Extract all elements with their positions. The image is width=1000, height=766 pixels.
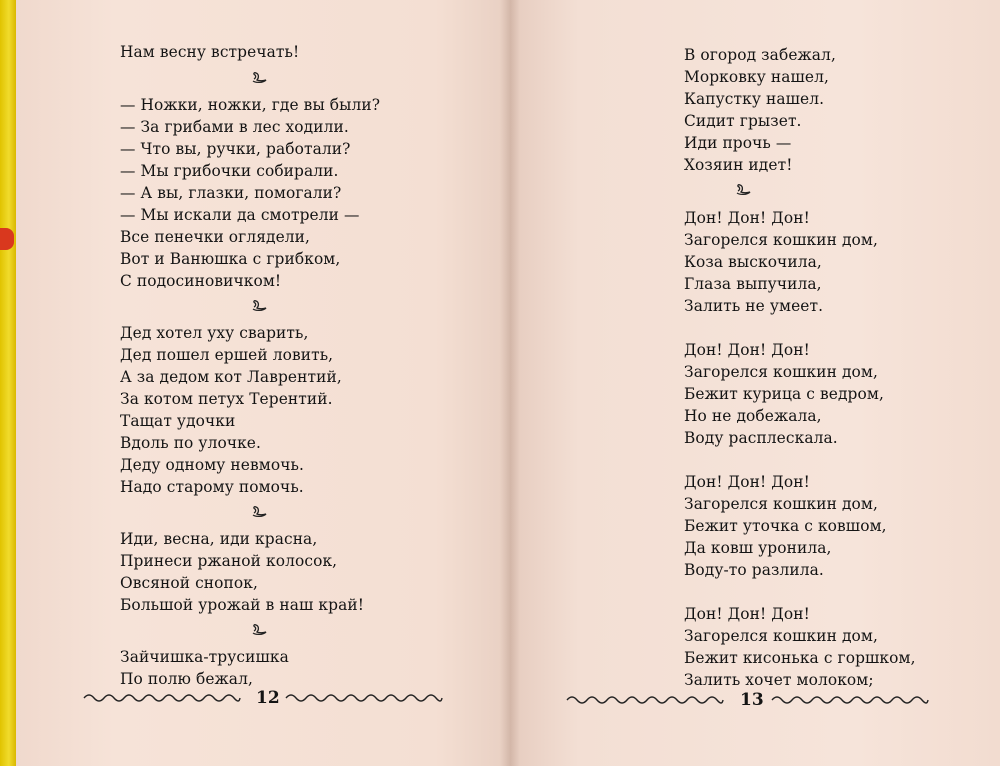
poem-line: Тащат удочки (120, 412, 236, 430)
poem-line: Коза выскочила, (684, 253, 822, 271)
poem-line: — За грибами в лес ходили. (120, 118, 349, 136)
book-cover-edge (0, 0, 16, 766)
swan-ornament-icon (250, 622, 268, 636)
poem-line: А за дедом кот Лаврентий, (120, 368, 342, 386)
poem-line: Бежит уточка с ковшом, (684, 517, 887, 535)
poem-line: В огород забежал, (684, 46, 836, 64)
poem-line: Загорелся кошкин дом, (684, 627, 878, 645)
poem-line: Загорелся кошкин дом, (684, 363, 878, 381)
poem-line: — Мы искали да смотрели — (120, 206, 360, 224)
swan-ornament-icon (250, 70, 268, 84)
poem-line: Надо старому помочь. (120, 478, 304, 496)
poem-line: Зайчишка-трусишка (120, 648, 289, 666)
poem-line: Нам весну встречать! (120, 43, 300, 61)
poem-line: — А вы, глазки, помогали? (120, 184, 342, 202)
swan-ornament-icon (734, 182, 752, 196)
poem-line: Дон! Дон! Дон! (684, 473, 810, 491)
poem-line: Хозяин идет! (684, 156, 793, 174)
poem-line: — Мы грибочки собирали. (120, 162, 339, 180)
poem-line: Морковку нашел, (684, 68, 830, 86)
swan-ornament-icon (250, 504, 268, 518)
poem-line: Принеси ржаной колосок, (120, 552, 338, 570)
poem-line: Иди прочь — (684, 134, 792, 152)
poem-line: Да ковш уронила, (684, 539, 832, 557)
poem-line: С подосиновичком! (120, 272, 282, 290)
poem-line: — Что вы, ручки, работали? (120, 140, 351, 158)
poem-line: Вдоль по улочке. (120, 434, 262, 452)
poem-line: Воду-то разлила. (684, 561, 824, 579)
swan-ornament-icon (250, 298, 268, 312)
poem-line: Дед хотел уху сварить, (120, 324, 309, 342)
poem-line: За котом петух Терентий. (120, 390, 333, 408)
poem-line: Дон! Дон! Дон! (684, 209, 810, 227)
poem-line: Дед пошел ершей ловить, (120, 346, 334, 364)
scroll-border-icon (284, 691, 452, 705)
poem-line: Иди, весна, иди красна, (120, 530, 318, 548)
poem-line: Все пенечки оглядели, (120, 228, 311, 246)
poem-line: Загорелся кошкин дом, (684, 495, 878, 513)
poem-line: Сидит грызет. (684, 112, 802, 130)
poem-line: — Ножки, ножки, где вы были? (120, 96, 381, 114)
poem-line: Овсяной снопок, (120, 574, 258, 592)
poem-line: Глаза выпучила, (684, 275, 822, 293)
poem-line: Большой урожай в наш край! (120, 596, 364, 614)
page-number: 13 (740, 690, 764, 710)
scroll-border-icon (82, 691, 250, 705)
scroll-border-icon (770, 693, 938, 707)
poem-line: Залить не умеет. (684, 297, 824, 315)
poem-line: Бежит курица с ведром, (684, 385, 884, 403)
poem-line: Но не добежала, (684, 407, 822, 425)
book-spine (500, 0, 520, 766)
poem-line: Воду расплескала. (684, 429, 838, 447)
poem-line: Дон! Дон! Дон! (684, 605, 810, 623)
page-number: 12 (256, 688, 280, 708)
scroll-border-icon (565, 693, 733, 707)
poem-line: Залить хочет молоком; (684, 671, 874, 689)
poem-line: Деду одному невмочь. (120, 456, 304, 474)
poem-line: Капустку нашел. (684, 90, 825, 108)
cover-red-mark (0, 228, 14, 250)
poem-line: По полю бежал, (120, 670, 253, 688)
poem-line: Загорелся кошкин дом, (684, 231, 878, 249)
poem-line: Вот и Ванюшка с грибком, (120, 250, 341, 268)
poem-line: Дон! Дон! Дон! (684, 341, 810, 359)
poem-line: Бежит кисонька с горшком, (684, 649, 916, 667)
